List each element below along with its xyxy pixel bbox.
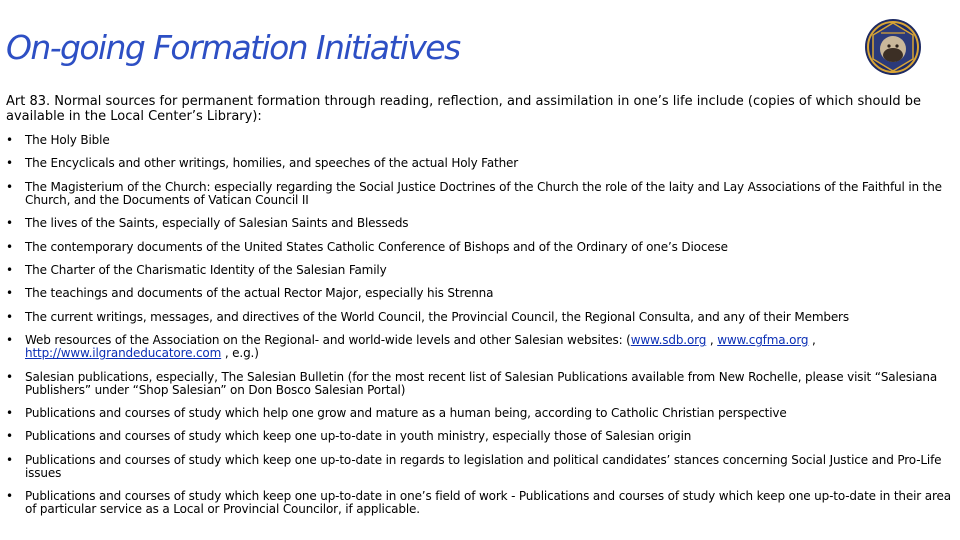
separator: , — [808, 333, 816, 348]
bullet-icon: • — [6, 262, 13, 277]
ilgrandeducatore-link[interactable]: http://www.ilgrandeducatore.com — [25, 346, 222, 361]
list-item-text: Salesian publications, especially, The Salesian Bulletin (for the most recent list of Salesian Publications available from New Rochelle, please visit “Salesiana Publishers” under “Shop Salesian” on Don Bosco Salesian Portal) — [25, 369, 938, 397]
list-item — [6, 311, 956, 324]
article-intro: Art 83. Normal sources for permanent formation through reading, reflection, and assimilation in one’s life include (copies of which should be available in the Local Center’s Library): — [6, 94, 921, 124]
list-item — [6, 241, 956, 254]
list-item — [6, 157, 956, 170]
web-resources-suffix: , e.g.) — [221, 346, 259, 361]
bullet-icon: • — [6, 405, 13, 420]
bullet-icon: • — [6, 489, 13, 504]
bullet-icon: • — [6, 309, 13, 324]
list-item — [6, 181, 956, 207]
list-item-text: The lives of the Saints, especially of Salesian Saints and Blesseds — [25, 216, 409, 231]
list-item — [6, 490, 956, 516]
list-item-text: The Holy Bible — [25, 133, 110, 147]
bullet-icon: • — [6, 133, 13, 147]
bullet-icon: • — [6, 179, 13, 194]
list-item — [6, 371, 956, 397]
salesian-emblem-icon — [864, 18, 922, 76]
bullet-icon: • — [6, 216, 13, 231]
list-item-text: Publications and courses of study which keep one up-to-date in youth ministry, especially those of Salesian origin — [25, 429, 692, 444]
bullet-icon: • — [6, 156, 13, 171]
list-item — [6, 407, 956, 420]
page-title: On-going Formation Initiatives — [6, 28, 460, 67]
bullet-icon: • — [6, 429, 13, 444]
list-item — [6, 217, 956, 230]
list-item — [6, 134, 956, 147]
list-item-text: The Magisterium of the Church: especially regarding the Social Justice Doctrines of the Church the role of the laity and Lay Associations of the Faithful in the Church, and the Documents of Vatican Council II — [25, 179, 942, 207]
list-item — [6, 287, 956, 300]
list-item-text: Publications and courses of study which help one grow and mature as a human being, according to Catholic Christian perspective — [25, 405, 787, 420]
list-item-text: The teachings and documents of the actual Rector Major, especially his Strenna — [25, 286, 494, 301]
bullet-icon: • — [6, 286, 13, 301]
list-item — [6, 454, 956, 480]
list-item-text: The contemporary documents of the United States Catholic Conference of Bishops and of the Ordinary of one’s Diocese — [25, 239, 728, 254]
sdb-link[interactable]: www.sdb.org — [630, 333, 707, 348]
list-item-text: The current writings, messages, and directives of the World Council, the Provincial Council, the Regional Consulta, and any of their Members — [25, 309, 849, 324]
list-item — [6, 334, 956, 360]
list-item-text: Publications and courses of study which keep one up-to-date in regards to legislation and political candidates’ stances concerning Social Justice and Pro-Life issues — [25, 452, 942, 480]
cgfma-link[interactable]: www.cgfma.org — [717, 333, 809, 348]
sources-list — [6, 134, 956, 526]
bullet-icon: • — [6, 239, 13, 254]
list-item-text: Publications and courses of study which keep one up-to-date in one’s field of work - Publications and courses of study which keep one up-to-date in their area of particular service as a Local or Provincial Councilor, if applicable. — [25, 489, 951, 517]
web-resources-text: Web resources of the Association on the Regional- and world-wide levels and other Salesian websites: ( — [25, 333, 631, 348]
bullet-icon: • — [6, 452, 13, 467]
separator: , — [706, 333, 718, 348]
list-item-text: The Charter of the Charismatic Identity of the Salesian Family — [25, 262, 387, 277]
list-item-text: The Encyclicals and other writings, homilies, and speeches of the actual Holy Father — [25, 156, 519, 171]
bullet-icon: • — [6, 333, 13, 348]
list-item — [6, 264, 956, 277]
list-item — [6, 430, 956, 443]
bullet-icon: • — [6, 369, 13, 384]
